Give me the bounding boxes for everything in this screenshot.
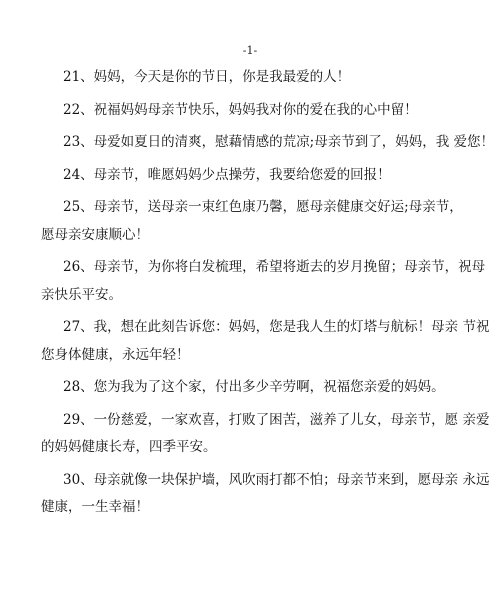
line-continuation: 亲快乐平安。 (41, 286, 122, 303)
line: 30、母亲就像一块保护墙，风吹雨打都不怕；母亲节来到，愿母亲 永远 (63, 471, 490, 488)
line-continuation: 愿母亲安康顺心！ (41, 226, 149, 243)
line-continuation: 的妈妈健康长寿，四季平安。 (41, 439, 217, 455)
list-item (52, 129, 495, 157)
line: 21、妈妈，今天是你的节日，你是我最爱的人！ (63, 69, 351, 85)
list-item (52, 374, 462, 402)
text-body (41, 64, 495, 522)
list-item (41, 467, 490, 522)
list-item (52, 162, 462, 190)
line: 22、祝福妈妈母亲节快乐，妈妈我对你的爱在我的心中留！ (63, 101, 418, 118)
list-item (41, 314, 490, 369)
list-item (41, 194, 463, 249)
line: 24、母亲节，唯愿妈妈少点操劳，我要给您爱的回报！ (63, 166, 391, 183)
list-item (41, 407, 490, 462)
line: 28、您为我为了这个家，付出多少辛劳啊，祝福您亲爱的妈妈。 (63, 379, 445, 395)
line: 25、母亲节，送母亲一束红色康乃馨，愿母亲健康交好运;母亲节， (63, 199, 463, 215)
line: 27、我，想在此刻告诉您：妈妈，您是我人生的灯塔与航标！母亲 节祝 (63, 319, 490, 335)
line-continuation: 健康，一生幸福！ (41, 499, 149, 515)
line: 29、一份慈爱，一家欢喜，打败了困苦，滋养了儿女，母亲节，愿 亲爱 (63, 411, 490, 428)
line: 23、母爱如夏日的清爽，慰藉情感的荒凉;母亲节到了，妈妈，我 爱您！ (63, 134, 495, 150)
list-item (41, 254, 486, 309)
page-number: -1- (242, 44, 258, 57)
line: 26、母亲节，为你将白发梳理，希望将逝去的岁月挽留；母亲节，祝母 (63, 259, 486, 275)
line-continuation: 您身体健康，永远年轻！ (41, 346, 190, 363)
list-item (52, 97, 462, 125)
list-item (52, 64, 462, 92)
